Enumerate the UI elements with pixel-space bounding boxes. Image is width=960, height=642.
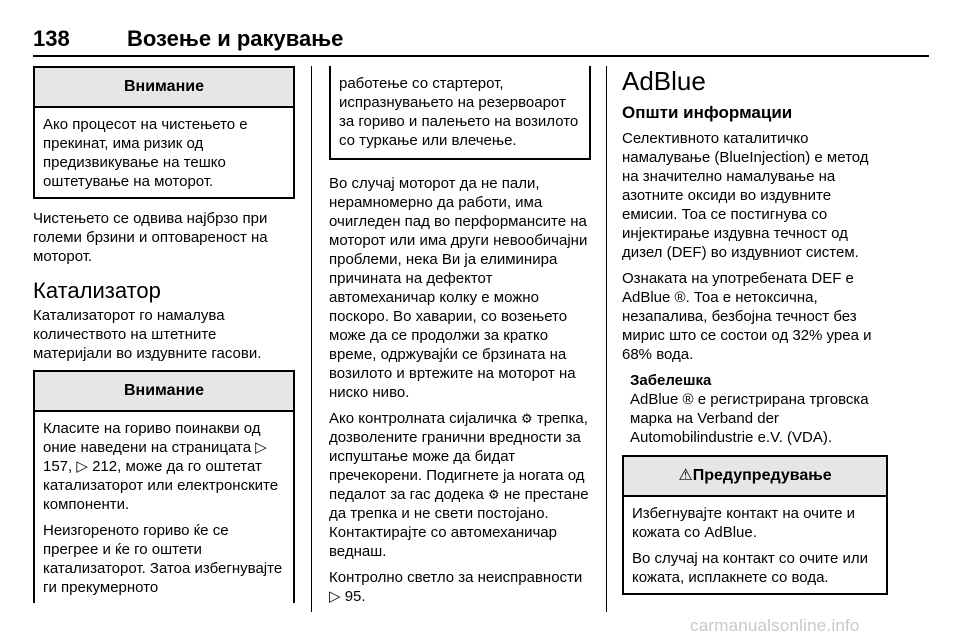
note-label: Забелешка [630, 372, 712, 389]
caution-box-title: Внимание [35, 68, 293, 108]
caution-box-continued [329, 66, 591, 160]
paragraph: Ознаката на употребената DEF е AdBlue ®. Тоа е нетоксична, незапалива, безбојна течност без мирис што се состои од 32% уреа и 68% вода. [622, 270, 872, 363]
page-number: 138 [33, 26, 70, 51]
warning-text: Во случај на контакт со очите или кожата, исплакнете со вода. [632, 550, 868, 586]
warning-text: Избегнувајте контакт на очите и кожата со AdBlue. [632, 505, 855, 541]
paragraph: Катализаторот го намалува количеството на штетните материјали во издувните гасови. [33, 307, 262, 362]
column-divider [606, 66, 607, 612]
column-divider [311, 66, 312, 612]
column-1 [33, 66, 295, 613]
caution-box-body [35, 412, 293, 603]
warning-box-title: ⚠Предупредување [624, 457, 886, 497]
warning-box [622, 455, 888, 595]
header-rule [33, 55, 929, 57]
caution-box-title: Внимание [35, 372, 293, 412]
column-3 [622, 66, 888, 605]
paragraph: Ако контролната сијаличка ⚙ трепка, дозволените гранични вредности за испуштање може да бидат пречекорени. Подигнете ја ногата од педалот за гас додека ⚙ не престане да трепка и не свети постојано. Контактирајте со автомеханичар веднаш. [329, 410, 589, 560]
warning-box-body [624, 497, 886, 593]
watermark: carmanualsonline.info [690, 616, 860, 635]
page-link[interactable]: 95 [344, 588, 362, 605]
caution-text: Неизгореното гориво ќе се прегрее и ќе го оштети катализаторот. Затоа избегнувајте ги прекумерното [43, 522, 283, 596]
caution-text: Ако процесот на чистењето е прекинат, има ризик од предизвикување на тешко оштетување на моторот. [43, 116, 248, 190]
note [622, 371, 888, 447]
paragraph: Селективното каталитичко намалување (BlueInjection) е метод на значително намалување на азотните оксиди во издувните емисии. Тоа се постигнува со инјектирање издувна течност од дизел (DEF) во издувниот систем. [622, 130, 869, 261]
page-header [33, 26, 929, 58]
caution-box [33, 370, 295, 603]
chapter-title: Возење и ракување [127, 26, 344, 51]
warning-triangle-icon: ⚠ [678, 467, 693, 484]
page-reference-arrow-icon: ▷ [76, 458, 93, 475]
page-reference-arrow-icon: ▷ [255, 439, 267, 456]
paragraph: Чистењето се одвива најбрзо при големи брзини и оптовареност на моторот. [33, 210, 268, 265]
paragraph: Контролно светло за неисправности ▷ 95. [329, 569, 583, 605]
engine-control-light-icon: ⚙ [521, 411, 533, 426]
caution-text: Класите на гориво поинакви од оние наведени на страницата ▷ 157, ▷ 212, може да го оштетат катализаторот или електронските компоненти. [43, 420, 279, 513]
page-reference-arrow-icon: ▷ [329, 588, 345, 605]
note-text: AdBlue ® е регистрирана трговска марка на Verband der Automobilindustrie e.V. (VDA). [630, 391, 869, 446]
caution-box-body [35, 108, 293, 197]
subsection-title: Општи информации [622, 103, 793, 122]
paragraph: Во случај моторот да не пали, нерамномерно да работи, има очигледен пад во перформансите на моторот или има други невообичајни проблеми, нека Ви ја елиминира причината на дефектот автомеханичар колку е можно поскоро. Во хаварии, со возењето може да се продолжи за кратко време, одржувајќи се брзината на возилото и вртежите на моторот на ниско ниво. [329, 175, 588, 401]
section-heading: Катализатор [33, 278, 161, 303]
page-link[interactable]: 212 [92, 458, 118, 475]
caution-box [33, 66, 295, 199]
column-2 [329, 66, 591, 613]
page-link[interactable]: 157 [43, 458, 69, 475]
engine-control-light-icon: ⚙ [488, 487, 500, 502]
section-title: AdBlue [622, 66, 706, 96]
caution-text: работење со стартерот, испразнувањето на резервоарот за гориво и палењето на возилото со туркање или влечење. [339, 75, 579, 149]
